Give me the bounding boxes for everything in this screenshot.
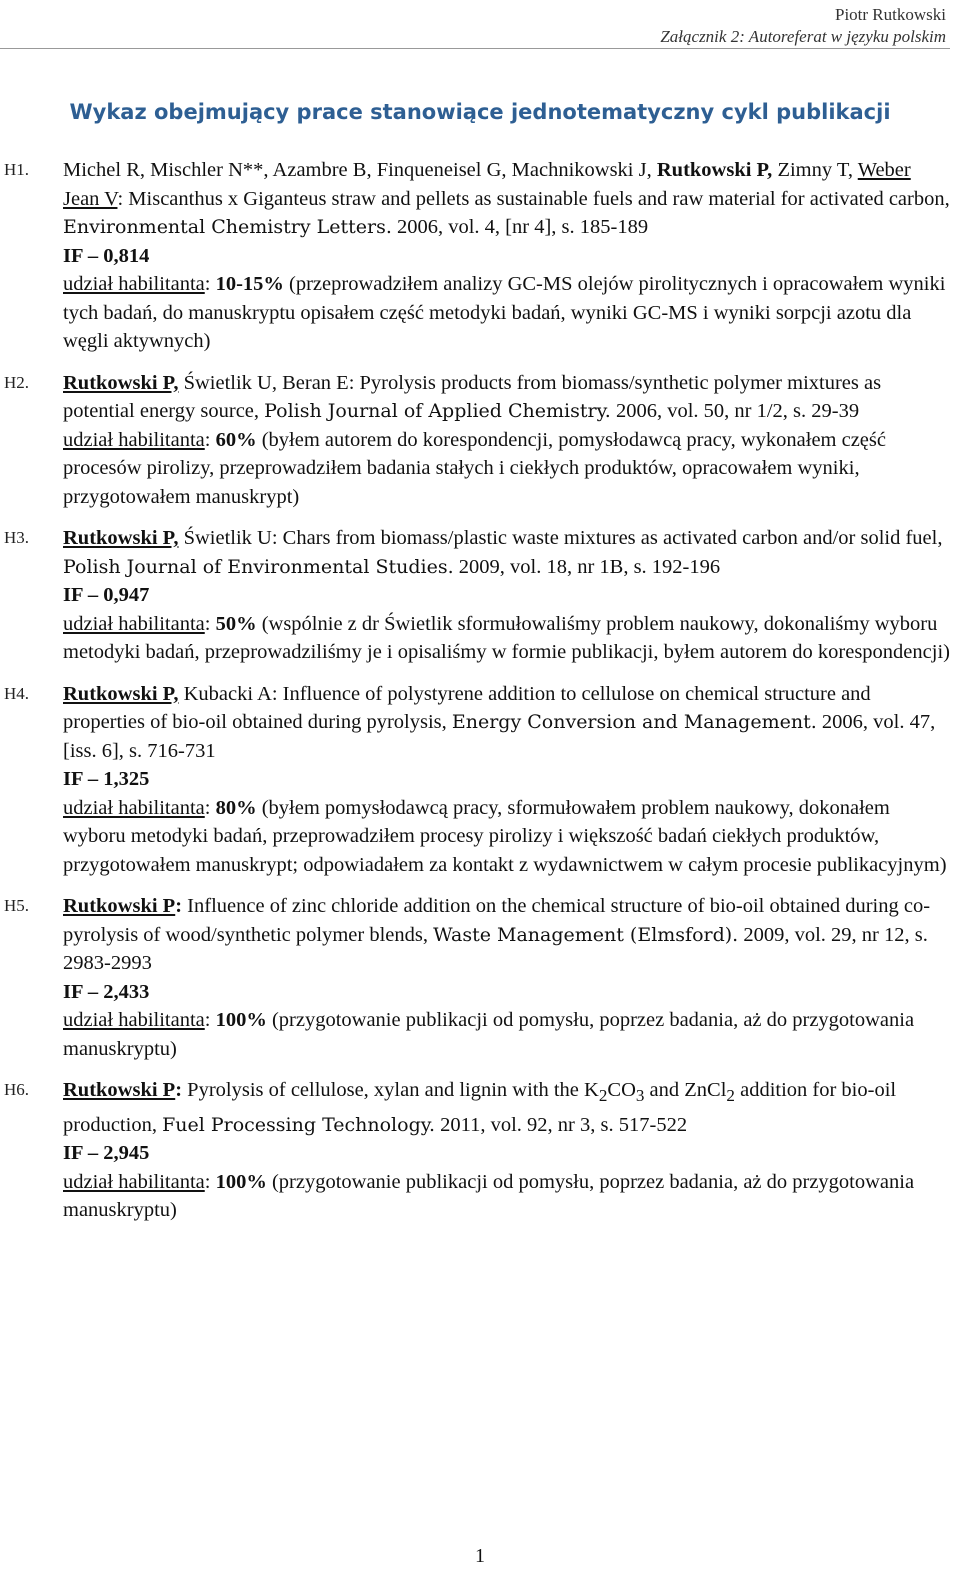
publication-entry-h6 [0,1076,960,1225]
citation [63,524,950,581]
share-value: 80% [215,796,257,819]
paper-title-part: addition for bio-oil production, [63,1079,897,1136]
publication-details: 2006, vol. 47, [iss. 6], s. 716-731 [63,711,936,762]
publication-list [0,156,960,1238]
share-description: (przygotowanie publikacji od pomysłu, poprzez badania, aż do przygotowania manuskryptu) [63,1170,915,1222]
share-label: udział habilitanta [63,1009,205,1031]
share-description: (wspólnie z dr Świetlik sformułowaliśmy problem naukowy, dokonaliśmy wyboru metodyki badań, przeprowadziliśmy je i opisaliśmy w formie publikacji, byłem autorem do korespondencji) [63,612,950,663]
contribution [63,794,950,880]
share-value: 100% [215,1170,267,1193]
impact-factor: IF – 2,945 [63,1142,150,1165]
subscript: 2 [726,1086,735,1106]
page-header [660,4,946,48]
impact-factor: IF – 0,947 [63,584,150,606]
share-colon: : [204,612,216,635]
paper-title: Influence of zinc chloride addition on the chemical structure of bio-oil obtained during co-pyrolysis of wood/synthetic polymer blends, [63,895,931,946]
impact-factor: IF – 2,433 [63,980,150,1003]
publication-entry-h5 [0,892,960,1063]
citation [63,892,950,978]
contribution [63,426,950,512]
publication-entry-h4 [0,680,960,880]
citation [63,156,950,242]
entry-label: H3. [4,528,30,547]
share-description: (przygotowanie publikacji od pomysłu, poprzez badania, aż do przygotowania manuskryptu) [63,1009,915,1060]
paper-title: Świetlik U: Chars from biomass/plastic waste mixtures as activated carbon and/or solid fuel, [178,527,943,549]
authors: Michel R, Mischler N**, Azambre B, Finqueneisel G, Machnikowski J, [63,159,657,181]
paper-title-part: Pyrolysis of cellulose, xylan and lignin with the K [182,1079,599,1101]
share-colon: : [204,796,216,819]
journal-name: Environmental Chemistry Letters. [63,216,392,238]
share-label: udział habilitanta [63,612,205,635]
journal-name: Energy Conversion and Management. [451,711,817,733]
paper-title: : Miscanthus x Giganteus straw and pellets as sustainable fuels and raw material for activated carbon, [117,187,950,210]
share-value: 10-15% [215,273,284,295]
subscript: 3 [635,1086,645,1106]
habilitant-author: Rutkowski P, [656,159,773,181]
publication-details: 2009, vol. 29, nr 12, s. 2983-2993 [63,923,928,974]
paper-title-part: and ZnCl [644,1079,727,1101]
entry-label: H5. [4,896,30,915]
journal-name: Polish Journal of Environmental Studies. [63,555,454,578]
share-colon: : [204,428,216,451]
share-label: udział habilitanta [63,796,205,819]
contribution [63,270,950,356]
share-description: (byłem autorem do korespondencji, pomysłodawcą pracy, wykonałem część procesów pirolizy, przeprowadziłem badania stałych i ciekłych produktów, opracowałem wyniki, przygotowałem manuskrypt) [63,428,886,508]
journal-name: Polish Journal of Applied Chemistry. [264,400,611,422]
share-value: 50% [215,612,257,635]
share-label: udział habilitanta [63,273,205,295]
header-subtitle: Załącznik 2: Autoreferat w języku polskim [660,27,946,46]
publication-entry-h1 [0,156,960,356]
entry-label: H2. [4,372,30,392]
habilitant-author: Rutkowski P, [63,527,179,549]
share-colon: : [204,1009,216,1031]
entry-label: H4. [4,683,30,703]
entry-label: H1. [4,160,30,179]
author-colon: : [175,1079,183,1101]
contribution [63,610,950,667]
share-colon: : [204,1170,216,1193]
page-number: 1 [475,1545,485,1567]
citation [63,1076,950,1139]
publication-details: 2006, vol. 4, [nr 4], s. 185-189 [391,216,649,238]
citation [63,680,950,766]
contribution [63,1168,950,1225]
share-value: 100% [215,1009,267,1031]
habilitant-author: Rutkowski P, [63,682,179,705]
paper-title-part: CO [607,1079,636,1101]
journal-name: Fuel Processing Technology. [162,1113,435,1136]
share-description: (byłem pomysłodawcą pracy, sformułowałem problem naukowy, dokonałem wyboru metodyki badań, przeprowadziłem procesy pirolizy i większość badań ciekłych produktów, przygotowałem manuskrypt; odpowiadałem za kontakt z wydawnictwem w całym procesie publikacyjnym) [63,796,947,876]
corresponding-author: Weber Jean V [63,159,911,210]
paper-title: Kubacki A: Influence of polystyrene addition to cellulose on chemical structure and properties of bio-oil obtained during pyrolysis, [63,682,871,733]
author-colon: : [175,895,183,917]
contribution [63,1006,950,1063]
share-colon: : [204,273,216,295]
habilitant-author: Rutkowski P [63,895,176,917]
share-label: udział habilitanta [63,428,205,451]
publication-details: 2006, vol. 50, nr 1/2, s. 29-39 [610,400,860,422]
share-description: (przeprowadziłem analizy GC-MS olejów pirolitycznych i opracowałem wyniki tych badań, do manuskryptu opisałem część metodyki badań, wyniki GC-MS i wyniki sorpcji azotu dla węgli aktywnych) [63,273,946,352]
paper-title: Świetlik U, Beran E: Pyrolysis products from biomass/synthetic polymer mixtures as potential energy source, [63,371,882,422]
header-author: Piotr Rutkowski [835,5,946,24]
citation [63,369,950,426]
authors-mid: Zimny T, [772,159,858,181]
entry-label: H6. [4,1080,30,1099]
share-label: udział habilitanta [63,1170,205,1193]
impact-factor: IF – 0,814 [63,244,150,267]
publication-details: 2011, vol. 92, nr 3, s. 517-522 [435,1113,688,1136]
habilitant-author: Rutkowski P, [63,371,179,394]
habilitant-author: Rutkowski P [63,1079,176,1101]
journal-name: Waste Management (Elmsford). [433,923,739,946]
publication-entry-h2 [0,369,960,512]
subscript: 2 [598,1086,608,1106]
share-value: 60% [215,428,257,451]
impact-factor: IF – 1,325 [63,768,150,790]
publication-entry-h3 [0,524,960,667]
section-heading: Wykaz obejmujący prace stanowiące jednotematyczny cykl publikacji [69,100,891,124]
publication-details: 2009, vol. 18, nr 1B, s. 192-196 [453,555,721,578]
header-divider [0,48,950,49]
